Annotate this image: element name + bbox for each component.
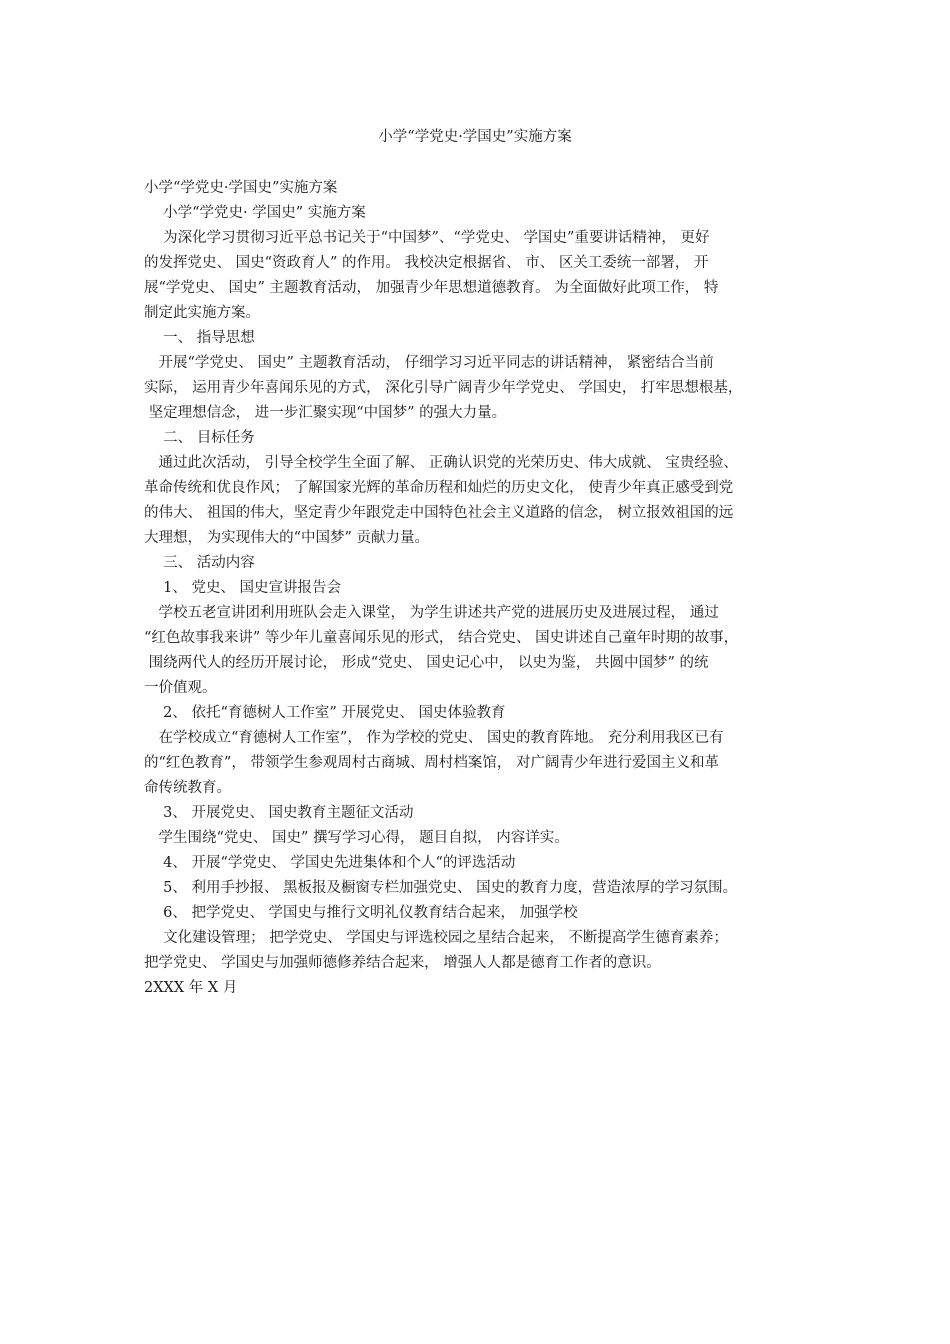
section-heading: 二、 目标任务	[144, 430, 255, 446]
body-line: 的“红色教育”， 带领学生参观周村古商城、周村档案馆， 对广阔青少年进行爱国主义和革	[144, 755, 720, 771]
body-line: “红色故事我来讲” 等少年儿童喜闻乐见的形式， 结合党史、 国史讲述自己童年时期的故事，	[144, 630, 739, 646]
body-line: 大理想， 为实现伟大的“中国梦” 贡献力量。	[144, 530, 430, 546]
subsection-heading: 3、 开展党史、 国史教育主题征文活动	[144, 805, 414, 821]
document-date: 2XXX 年 X 月	[144, 980, 238, 996]
section-heading: 一、 指导思想	[144, 330, 255, 346]
body-line: 实际， 运用青少年喜闻乐见的方式， 深化引导广阔青少年学党史、 学国史， 打牢思想根基，	[144, 380, 743, 396]
subsection-heading: 5、 利用手抄报、 黑板报及橱窗专栏加强党史、 国史的教育力度，营造浓厚的学习氛围。	[144, 880, 738, 896]
body-line: 革命传统和优良作风； 了解国家光辉的革命历程和灿烂的历史文化， 使青少年真正感受到党	[144, 480, 734, 496]
body-line: 为深化学习贯彻习近平总书记关于“中国梦”、“学党史、 学国史”重要讲话精神， 更好	[144, 230, 710, 246]
body-line: 学校五老宣讲团利用班队会走入课堂， 为学生讲述共产党的进展历史及进展过程， 通过	[144, 605, 719, 621]
body-line: 命传统教育。	[144, 780, 231, 796]
body-line: 一价值观。	[144, 680, 217, 696]
body-line: 围绕两代人的经历开展讨论， 形成“党史、 国史记心中， 以史为鉴， 共圆中国梦” 的统	[144, 655, 709, 671]
body-line: 小学“学党史·学国史”实施方案	[144, 180, 338, 196]
body-line: 制定此实施方案。	[144, 305, 260, 321]
subsection-heading: 1、 党史、 国史宣讲报告会	[144, 580, 342, 596]
body-line: 学生围绕“党史、 国史” 撰写学习心得， 题目自拟， 内容详实。	[144, 830, 569, 846]
subsection-heading: 4、 开展“学党史、 学国史先进集体和个人“的评选活动	[144, 855, 516, 871]
body-line: 把学党史、 学国史与加强师德修养结合起来， 增强人人都是德育工作者的意识。	[144, 955, 661, 971]
subsection-heading: 6、 把学党史、 学国史与推行文明礼仪教育结合起来， 加强学校	[144, 905, 578, 921]
body-line: 坚定理想信念， 进一步汇聚实现“中国梦” 的强大力量。	[144, 405, 507, 421]
section-heading: 三、 活动内容	[144, 555, 255, 571]
body-line: 在学校成立“育德树人工作室”， 作为学校的党史、 国史的教育阵地。 充分利用我区已有	[144, 730, 724, 746]
body-line: 的伟大、 祖国的伟大，坚定青少年跟党走中国特色社会主义道路的信念， 树立报效祖国的远	[144, 505, 734, 521]
body-line: 的发挥党史、 国史“资政育人” 的作用。 我校决定根据省、 市、 区关工委统一部署， 开	[144, 255, 709, 271]
body-line: 开展“学党史、 国史” 主题教育活动， 仔细学习习近平同志的讲话精神， 紧密结合当前	[144, 355, 714, 371]
body-line: 文化建设管理； 把学党史、 学国史与评选校园之星结合起来， 不断提高学生德育素养；	[144, 930, 728, 946]
subsection-heading: 2、 依托“育德树人工作室” 开展党史、 国史体验教育	[144, 705, 506, 721]
body-line: 通过此次活动， 引导全校学生全面了解、 正确认识党的光荣历史、伟大成就、 宝贵经验、	[144, 455, 738, 471]
body-line: 小学“学党史· 学国史” 实施方案	[144, 205, 366, 221]
body-line: 展“学党史、 国史” 主题教育活动， 加强青少年思想道德教育。 为全面做好此项工作， 特	[144, 280, 719, 296]
document-title: 小学“学党史·学国史”实施方案	[378, 129, 572, 145]
